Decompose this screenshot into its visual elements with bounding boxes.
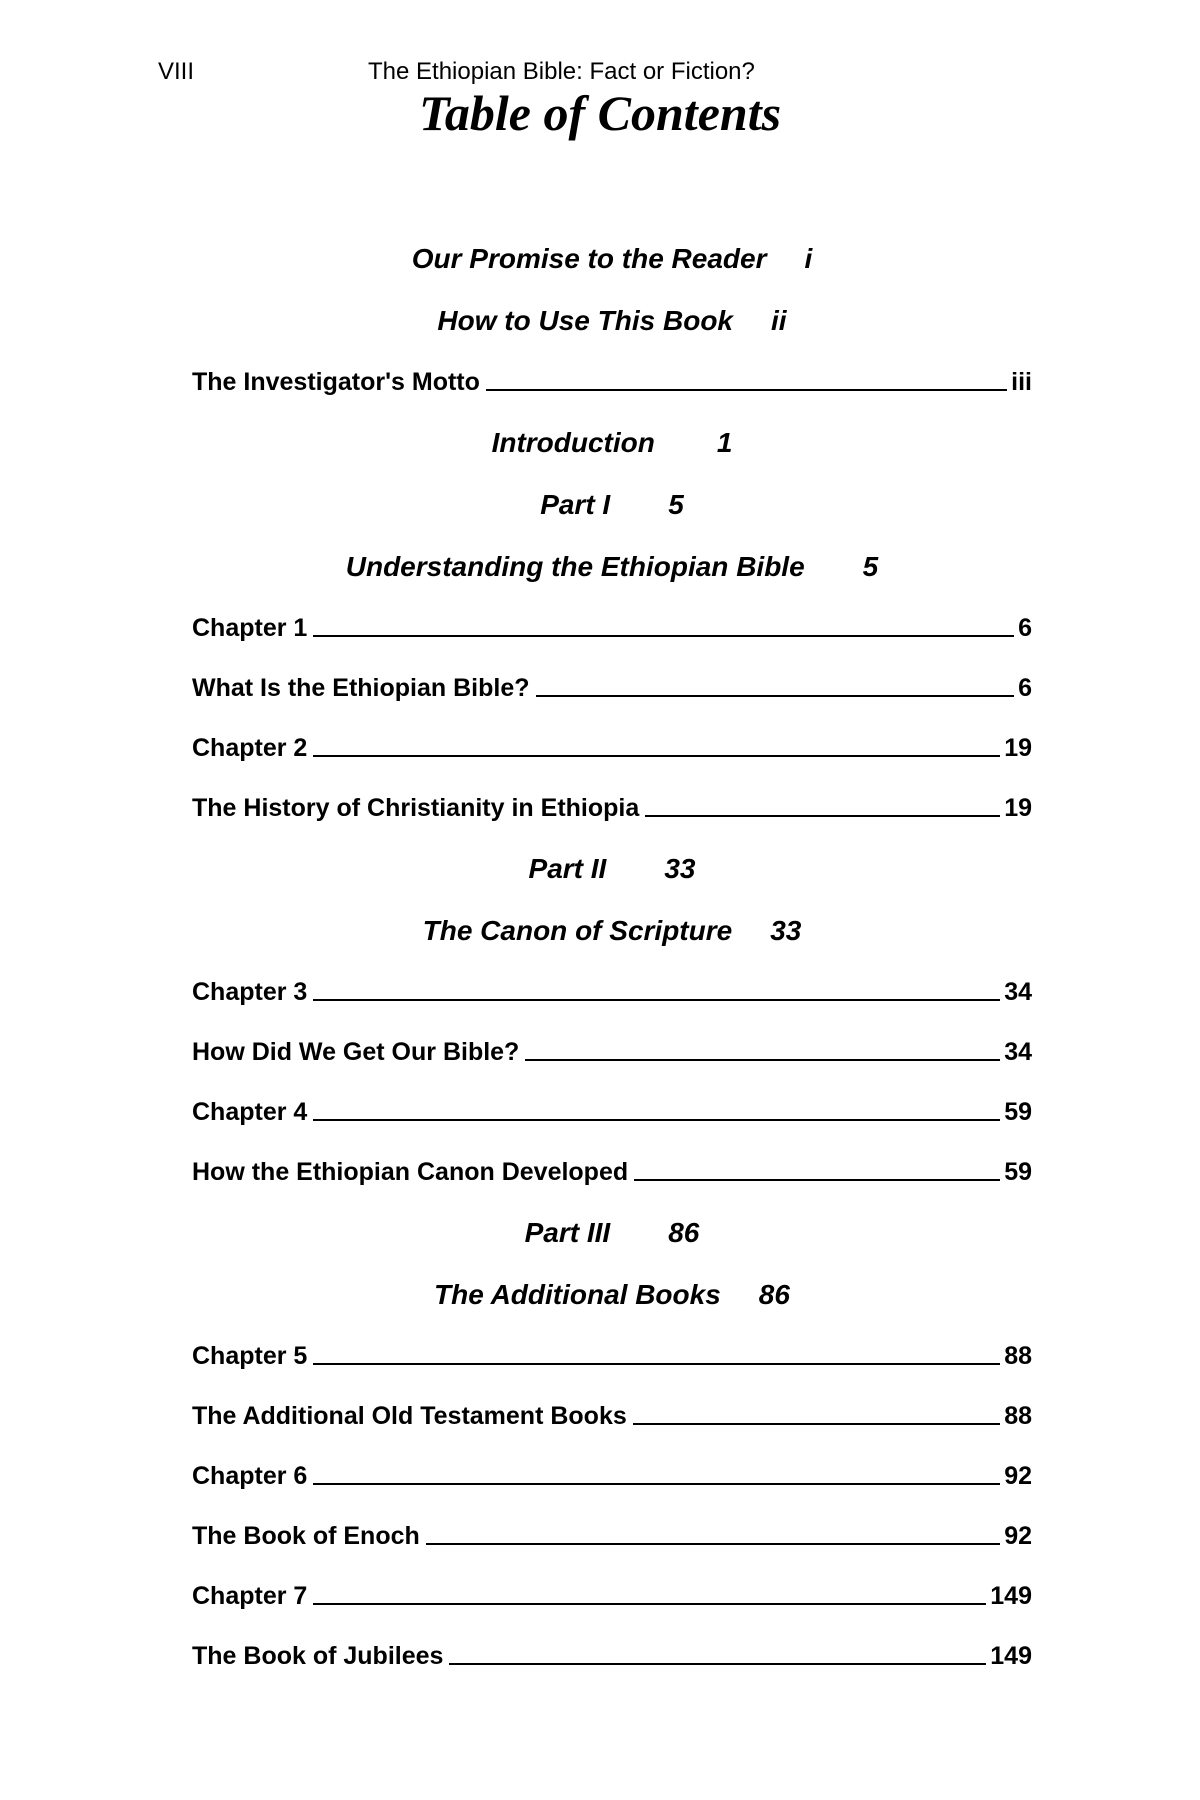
toc-entry-title: Introduction (491, 427, 655, 458)
toc-entry-title: Our Promise to the Reader (411, 243, 767, 274)
toc-list (192, 228, 1032, 1686)
toc-entry (192, 1142, 1032, 1202)
toc-entry-page: 5 (668, 489, 684, 520)
toc-title: Table of Contents (418, 85, 782, 141)
toc-entry (192, 658, 1032, 718)
toc-entry (192, 900, 1032, 962)
toc-entry (192, 290, 1032, 352)
toc-leader-line (645, 815, 1000, 817)
toc-entry-page: 6 (1018, 674, 1032, 702)
toc-leader-line (313, 1119, 1000, 1121)
toc-leader-line (486, 389, 1007, 391)
toc-entry (192, 1626, 1032, 1686)
toc-entry-page: i (804, 243, 813, 274)
toc-entry-title: How Did We Get Our Bible? (192, 1038, 520, 1066)
toc-entry (192, 1566, 1032, 1626)
toc-entry-page: iii (1011, 368, 1032, 396)
toc-entry-title: Understanding the Ethiopian Bible (345, 551, 805, 582)
toc-leader-line (426, 1543, 1000, 1545)
toc-entry-title: Chapter 5 (192, 1342, 308, 1370)
toc-entry-title: Chapter 7 (192, 1582, 308, 1610)
toc-entry (192, 838, 1032, 900)
toc-entry-title: Chapter 2 (192, 734, 308, 762)
toc-leader-line (313, 999, 1000, 1001)
page-number: VIII (158, 58, 195, 85)
toc-entry-page: 86 (668, 1217, 700, 1248)
toc-entry (192, 1082, 1032, 1142)
toc-entry (192, 352, 1032, 412)
toc-leader-line (633, 1423, 1000, 1425)
toc-entry-page: 86 (758, 1279, 790, 1310)
toc-entry-title: Chapter 6 (192, 1462, 308, 1490)
toc-entry (192, 1446, 1032, 1506)
toc-entry-page: 1 (716, 427, 733, 458)
toc-entry-title: The Canon of Scripture (422, 915, 733, 946)
toc-entry (192, 718, 1032, 778)
toc-entry-title: Chapter 1 (192, 614, 308, 642)
toc-leader-line (536, 695, 1015, 697)
toc-entry (192, 1326, 1032, 1386)
toc-entry-page: 88 (1004, 1342, 1032, 1370)
toc-entry-title: The Book of Enoch (192, 1522, 420, 1550)
toc-entry (192, 1386, 1032, 1446)
toc-entry-page: 5 (862, 551, 879, 582)
toc-entry (192, 412, 1032, 474)
toc-entry (192, 1506, 1032, 1566)
toc-entry (192, 778, 1032, 838)
toc-entry-title: The Additional Old Testament Books (192, 1402, 627, 1430)
toc-leader-line (449, 1663, 986, 1665)
toc-entry (192, 1022, 1032, 1082)
toc-entry-title: How the Ethiopian Canon Developed (192, 1158, 629, 1186)
toc-entry (192, 1264, 1032, 1326)
toc-entry-page: 149 (990, 1582, 1032, 1610)
toc-entry (192, 474, 1032, 536)
toc-entry (192, 962, 1032, 1022)
toc-leader-line (313, 635, 1014, 637)
toc-leader-line (313, 1483, 1000, 1485)
toc-entry-title: The Investigator's Motto (192, 368, 480, 396)
toc-entry-title: Chapter 4 (192, 1098, 308, 1126)
toc-entry-page: 33 (770, 915, 802, 946)
toc-entry-page: 33 (664, 853, 696, 884)
toc-entry-page: 59 (1004, 1158, 1032, 1186)
toc-entry-title: What Is the Ethiopian Bible? (192, 674, 530, 702)
toc-entry-title: Part I (540, 489, 611, 520)
toc-entry-title: The Additional Books (434, 1279, 721, 1310)
toc-entry-page: 34 (1004, 1038, 1032, 1066)
toc-entry-title: Part II (528, 853, 607, 884)
toc-entry-title: The Book of Jubilees (192, 1642, 444, 1670)
toc-leader-line (313, 1603, 986, 1605)
toc-entry-page: 149 (990, 1642, 1032, 1670)
toc-entry-page: 19 (1004, 794, 1032, 822)
toc-entry (192, 536, 1032, 598)
toc-entry-title: Part III (524, 1217, 611, 1248)
toc-entry-page: 59 (1004, 1098, 1032, 1126)
toc-entry-title: Chapter 3 (192, 978, 308, 1006)
toc-entry (192, 598, 1032, 658)
toc-entry-page: 6 (1018, 614, 1032, 642)
toc-leader-line (634, 1179, 1000, 1181)
toc-entry-page: 19 (1004, 734, 1032, 762)
toc-entry (192, 228, 1032, 290)
toc-entry-page: ii (771, 305, 787, 336)
toc-entry-title: The History of Christianity in Ethiopia (192, 794, 640, 822)
toc-entry-page: 92 (1004, 1462, 1032, 1490)
toc-entry (192, 1202, 1032, 1264)
toc-leader-line (525, 1059, 1000, 1061)
toc-entry-page: 88 (1004, 1402, 1032, 1430)
toc-leader-line (313, 755, 1000, 757)
toc-entry-page: 34 (1004, 978, 1032, 1006)
running-title: The Ethiopian Bible: Fact or Fiction? (368, 58, 755, 85)
toc-leader-line (313, 1363, 1000, 1365)
toc-entry-title: How to Use This Book (437, 305, 733, 336)
toc-entry-page: 92 (1004, 1522, 1032, 1550)
